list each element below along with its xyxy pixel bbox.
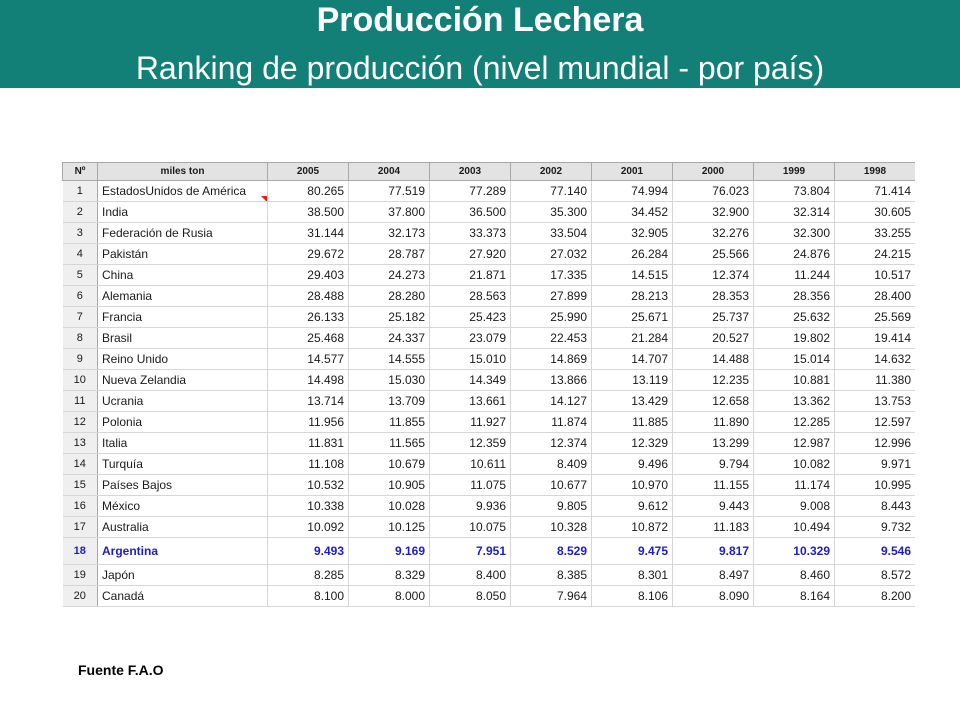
rank-cell[interactable]: 19	[63, 565, 98, 586]
value-cell[interactable]: 8.164	[754, 586, 835, 607]
country-name: Países Bajos	[102, 478, 173, 492]
value-cell[interactable]: 26.284	[592, 244, 673, 265]
country-cell[interactable]	[98, 517, 268, 538]
value-cell[interactable]: 11.380	[835, 370, 916, 391]
value-cell[interactable]: 13.753	[835, 391, 916, 412]
value-cell[interactable]: 11.244	[754, 265, 835, 286]
value-cell[interactable]: 11.155	[673, 475, 754, 496]
value-cell[interactable]: 9.794	[673, 454, 754, 475]
value-cell[interactable]: 14.127	[511, 391, 592, 412]
value-cell[interactable]: 28.213	[592, 286, 673, 307]
value-cell[interactable]: 11.183	[673, 517, 754, 538]
year-column-header[interactable]: 2004	[349, 163, 430, 181]
rank-cell[interactable]: 5	[63, 265, 98, 286]
year-column-header[interactable]: 2002	[511, 163, 592, 181]
value-cell[interactable]: 25.468	[268, 328, 349, 349]
value-cell[interactable]: 11.565	[349, 433, 430, 454]
value-cell[interactable]: 10.092	[268, 517, 349, 538]
table-row	[63, 370, 916, 391]
country-cell[interactable]	[98, 454, 268, 475]
value-cell[interactable]: 28.787	[349, 244, 430, 265]
value-cell[interactable]: 10.494	[754, 517, 835, 538]
value-cell[interactable]: 10.329	[754, 538, 835, 565]
value-cell[interactable]: 22.453	[511, 328, 592, 349]
rank-cell[interactable]: 11	[63, 391, 98, 412]
rank-cell[interactable]: 15	[63, 475, 98, 496]
value-cell[interactable]: 13.299	[673, 433, 754, 454]
value-cell[interactable]: 12.235	[673, 370, 754, 391]
value-cell[interactable]: 11.890	[673, 412, 754, 433]
value-cell[interactable]: 10.970	[592, 475, 673, 496]
value-cell[interactable]: 30.605	[835, 202, 916, 223]
value-cell[interactable]: 10.677	[511, 475, 592, 496]
value-cell[interactable]: 13.119	[592, 370, 673, 391]
value-cell[interactable]: 8.100	[268, 586, 349, 607]
value-cell[interactable]: 10.611	[430, 454, 511, 475]
title-banner	[0, 0, 960, 88]
table-row	[63, 475, 916, 496]
value-cell[interactable]: 10.679	[349, 454, 430, 475]
value-cell[interactable]: 28.356	[754, 286, 835, 307]
rank-cell[interactable]: 8	[63, 328, 98, 349]
rank-cell[interactable]: 12	[63, 412, 98, 433]
country-cell[interactable]	[98, 370, 268, 391]
value-cell[interactable]: 9.443	[673, 496, 754, 517]
rank-cell[interactable]: 2	[63, 202, 98, 223]
country-cell[interactable]	[98, 586, 268, 607]
value-cell[interactable]: 24.876	[754, 244, 835, 265]
value-cell[interactable]: 8.200	[835, 586, 916, 607]
value-cell[interactable]: 77.289	[430, 181, 511, 202]
value-cell[interactable]: 9.493	[268, 538, 349, 565]
country-cell[interactable]	[98, 538, 268, 565]
value-cell[interactable]: 71.414	[835, 181, 916, 202]
value-cell[interactable]: 11.927	[430, 412, 511, 433]
table-row	[63, 307, 916, 328]
table-row	[63, 202, 916, 223]
value-cell[interactable]: 25.569	[835, 307, 916, 328]
table-row	[63, 517, 916, 538]
value-cell[interactable]: 8.572	[835, 565, 916, 586]
value-cell[interactable]: 9.169	[349, 538, 430, 565]
year-column-header[interactable]: 1998	[835, 163, 916, 181]
value-cell[interactable]: 13.661	[430, 391, 511, 412]
country-cell[interactable]	[98, 265, 268, 286]
value-cell[interactable]: 11.174	[754, 475, 835, 496]
value-cell[interactable]: 27.899	[511, 286, 592, 307]
value-cell[interactable]: 17.335	[511, 265, 592, 286]
value-cell[interactable]: 12.285	[754, 412, 835, 433]
country-name: Alemania	[102, 289, 153, 303]
year-column-header[interactable]: 2005	[268, 163, 349, 181]
value-cell[interactable]: 34.452	[592, 202, 673, 223]
country-name: India	[102, 205, 129, 219]
value-cell[interactable]: 74.994	[592, 181, 673, 202]
country-name: Nueva Zelandia	[102, 373, 187, 387]
value-cell[interactable]: 14.498	[268, 370, 349, 391]
country-name: Federación de Rusia	[102, 226, 213, 240]
value-cell[interactable]: 9.612	[592, 496, 673, 517]
table-row	[63, 565, 916, 586]
value-cell[interactable]: 8.090	[673, 586, 754, 607]
value-cell[interactable]: 14.577	[268, 349, 349, 370]
country-name: Reino Unido	[102, 352, 169, 366]
value-cell[interactable]: 73.804	[754, 181, 835, 202]
table-row	[63, 181, 916, 202]
value-cell[interactable]: 10.028	[349, 496, 430, 517]
rank-cell[interactable]: 6	[63, 286, 98, 307]
value-cell[interactable]: 26.133	[268, 307, 349, 328]
rank-cell[interactable]: 9	[63, 349, 98, 370]
rank-cell[interactable]: 16	[63, 496, 98, 517]
value-cell[interactable]: 36.500	[430, 202, 511, 223]
rank-cell[interactable]: 3	[63, 223, 98, 244]
value-cell[interactable]: 28.563	[430, 286, 511, 307]
country-name: Pakistán	[102, 247, 149, 261]
value-cell[interactable]: 31.144	[268, 223, 349, 244]
value-cell[interactable]: 33.373	[430, 223, 511, 244]
value-cell[interactable]: 15.030	[349, 370, 430, 391]
table-row	[63, 349, 916, 370]
value-cell[interactable]: 9.475	[592, 538, 673, 565]
rank-cell[interactable]: 20	[63, 586, 98, 607]
value-cell[interactable]: 10.082	[754, 454, 835, 475]
value-cell[interactable]: 8.497	[673, 565, 754, 586]
value-cell[interactable]: 25.632	[754, 307, 835, 328]
value-cell[interactable]: 8.285	[268, 565, 349, 586]
table-row	[63, 223, 916, 244]
value-cell[interactable]: 12.597	[835, 412, 916, 433]
value-cell[interactable]: 23.079	[430, 328, 511, 349]
value-cell[interactable]: 10.328	[511, 517, 592, 538]
value-cell[interactable]: 10.075	[430, 517, 511, 538]
value-cell[interactable]: 13.866	[511, 370, 592, 391]
country-cell[interactable]	[98, 412, 268, 433]
value-cell[interactable]: 9.936	[430, 496, 511, 517]
value-cell[interactable]: 8.443	[835, 496, 916, 517]
value-cell[interactable]: 25.182	[349, 307, 430, 328]
value-cell[interactable]: 7.951	[430, 538, 511, 565]
value-cell[interactable]: 25.566	[673, 244, 754, 265]
table-row	[63, 286, 916, 307]
spreadsheet-table	[62, 162, 915, 614]
value-cell[interactable]: 10.872	[592, 517, 673, 538]
country-cell[interactable]	[98, 202, 268, 223]
year-column-header[interactable]: 2000	[673, 163, 754, 181]
value-cell[interactable]: 11.855	[349, 412, 430, 433]
value-cell[interactable]: 76.023	[673, 181, 754, 202]
country-cell[interactable]	[98, 433, 268, 454]
value-cell[interactable]: 9.805	[511, 496, 592, 517]
source-note: Fuente F.A.O	[78, 662, 164, 678]
table-row-highlighted	[63, 538, 916, 565]
value-cell[interactable]: 9.496	[592, 454, 673, 475]
value-cell[interactable]: 29.403	[268, 265, 349, 286]
value-cell[interactable]: 19.802	[754, 328, 835, 349]
value-cell[interactable]: 21.284	[592, 328, 673, 349]
value-cell[interactable]: 32.905	[592, 223, 673, 244]
value-cell[interactable]: 37.800	[349, 202, 430, 223]
value-cell[interactable]: 80.265	[268, 181, 349, 202]
value-cell[interactable]: 32.276	[673, 223, 754, 244]
value-cell[interactable]: 12.658	[673, 391, 754, 412]
country-cell[interactable]	[98, 391, 268, 412]
value-cell[interactable]: 10.125	[349, 517, 430, 538]
value-cell[interactable]: 9.008	[754, 496, 835, 517]
table-row	[63, 265, 916, 286]
value-cell[interactable]: 33.255	[835, 223, 916, 244]
value-cell[interactable]: 12.329	[592, 433, 673, 454]
country-cell[interactable]	[98, 565, 268, 586]
value-cell[interactable]: 11.956	[268, 412, 349, 433]
value-cell[interactable]: 32.314	[754, 202, 835, 223]
value-cell[interactable]: 25.423	[430, 307, 511, 328]
value-cell[interactable]: 8.460	[754, 565, 835, 586]
value-cell[interactable]: 14.515	[592, 265, 673, 286]
value-cell[interactable]: 33.504	[511, 223, 592, 244]
value-cell[interactable]: 10.881	[754, 370, 835, 391]
value-cell[interactable]: 29.672	[268, 244, 349, 265]
rank-cell[interactable]: 1	[63, 181, 98, 202]
table-header-row	[63, 163, 916, 181]
country-name: México	[102, 499, 141, 513]
value-cell[interactable]: 13.429	[592, 391, 673, 412]
table-row	[63, 412, 916, 433]
value-cell[interactable]: 12.374	[511, 433, 592, 454]
value-cell[interactable]: 12.374	[673, 265, 754, 286]
value-cell[interactable]: 27.920	[430, 244, 511, 265]
value-cell[interactable]: 11.874	[511, 412, 592, 433]
value-cell[interactable]: 32.173	[349, 223, 430, 244]
value-cell[interactable]: 28.488	[268, 286, 349, 307]
value-cell[interactable]: 21.871	[430, 265, 511, 286]
value-cell[interactable]: 14.555	[349, 349, 430, 370]
country-name: Francia	[102, 310, 143, 324]
value-cell[interactable]: 14.869	[511, 349, 592, 370]
value-cell[interactable]: 14.707	[592, 349, 673, 370]
value-cell[interactable]: 8.329	[349, 565, 430, 586]
country-name: Canadá	[102, 589, 145, 603]
value-cell[interactable]: 8.106	[592, 586, 673, 607]
value-cell[interactable]: 77.519	[349, 181, 430, 202]
value-cell[interactable]: 13.714	[268, 391, 349, 412]
rank-cell[interactable]: 14	[63, 454, 98, 475]
production-ranking-table	[62, 162, 915, 607]
value-cell[interactable]: 9.817	[673, 538, 754, 565]
value-cell[interactable]: 8.301	[592, 565, 673, 586]
country-cell[interactable]	[98, 328, 268, 349]
table-row	[63, 433, 916, 454]
value-cell[interactable]: 27.032	[511, 244, 592, 265]
country-name: Turquía	[102, 457, 143, 471]
rank-cell[interactable]: 10	[63, 370, 98, 391]
country-name: Argentina	[102, 544, 159, 558]
value-cell[interactable]: 20.527	[673, 328, 754, 349]
country-name: China	[102, 268, 134, 282]
country-name: EstadosUnidos de América	[102, 184, 247, 198]
rank-cell[interactable]: 4	[63, 244, 98, 265]
value-cell[interactable]: 12.996	[835, 433, 916, 454]
value-cell[interactable]: 24.337	[349, 328, 430, 349]
value-cell[interactable]: 15.010	[430, 349, 511, 370]
year-column-header[interactable]: 2003	[430, 163, 511, 181]
value-cell[interactable]: 25.671	[592, 307, 673, 328]
value-cell[interactable]: 24.215	[835, 244, 916, 265]
value-cell[interactable]: 8.400	[430, 565, 511, 586]
value-cell[interactable]: 11.075	[430, 475, 511, 496]
value-cell[interactable]: 14.632	[835, 349, 916, 370]
value-cell[interactable]: 28.400	[835, 286, 916, 307]
country-cell[interactable]	[98, 181, 268, 202]
value-cell[interactable]: 32.900	[673, 202, 754, 223]
value-cell[interactable]: 8.000	[349, 586, 430, 607]
value-cell[interactable]: 8.385	[511, 565, 592, 586]
value-cell[interactable]: 19.414	[835, 328, 916, 349]
value-cell[interactable]: 32.300	[754, 223, 835, 244]
value-cell[interactable]: 8.050	[430, 586, 511, 607]
country-cell[interactable]	[98, 349, 268, 370]
rank-cell[interactable]: 7	[63, 307, 98, 328]
value-cell[interactable]: 14.488	[673, 349, 754, 370]
value-cell[interactable]: 9.546	[835, 538, 916, 565]
table-row	[63, 391, 916, 412]
value-cell[interactable]: 12.987	[754, 433, 835, 454]
country-cell[interactable]	[98, 223, 268, 244]
value-cell[interactable]: 8.409	[511, 454, 592, 475]
country-name: Brasil	[102, 331, 133, 345]
value-cell[interactable]: 38.500	[268, 202, 349, 223]
value-cell[interactable]: 25.737	[673, 307, 754, 328]
country-name: Italia	[102, 436, 128, 450]
page-subtitle: Ranking de producción (nivel mundial - por país)	[135, 50, 825, 86]
value-cell[interactable]: 15.014	[754, 349, 835, 370]
country-name: Australia	[102, 520, 149, 534]
country-name: Ucrania	[102, 394, 144, 408]
value-cell[interactable]: 10.338	[268, 496, 349, 517]
value-cell[interactable]: 10.532	[268, 475, 349, 496]
country-column-header[interactable]: miles ton	[98, 163, 268, 181]
value-cell[interactable]: 25.990	[511, 307, 592, 328]
country-name: Japón	[102, 568, 135, 582]
value-cell[interactable]: 28.353	[673, 286, 754, 307]
value-cell[interactable]: 24.273	[349, 265, 430, 286]
table-row	[63, 496, 916, 517]
country-cell[interactable]	[98, 286, 268, 307]
country-name: Polonia	[102, 415, 143, 429]
rank-cell[interactable]: 17	[63, 517, 98, 538]
value-cell[interactable]: 7.964	[511, 586, 592, 607]
value-cell[interactable]: 13.362	[754, 391, 835, 412]
country-cell[interactable]	[98, 475, 268, 496]
value-cell[interactable]: 12.359	[430, 433, 511, 454]
value-cell[interactable]: 13.709	[349, 391, 430, 412]
table-row	[63, 328, 916, 349]
value-cell[interactable]: 28.280	[349, 286, 430, 307]
value-cell[interactable]: 10.517	[835, 265, 916, 286]
page-title: Producción Lechera	[316, 1, 644, 39]
value-cell[interactable]: 11.885	[592, 412, 673, 433]
country-cell[interactable]	[98, 307, 268, 328]
value-cell[interactable]: 11.831	[268, 433, 349, 454]
value-cell[interactable]: 8.529	[511, 538, 592, 565]
value-cell[interactable]: 14.349	[430, 370, 511, 391]
country-cell[interactable]	[98, 244, 268, 265]
table-row	[63, 244, 916, 265]
value-cell[interactable]: 9.732	[835, 517, 916, 538]
table-row	[63, 454, 916, 475]
table-row	[63, 586, 916, 607]
rank-cell[interactable]: 18	[63, 538, 98, 565]
country-cell[interactable]	[98, 496, 268, 517]
year-column-header[interactable]: 1999	[754, 163, 835, 181]
rank-cell[interactable]: 13	[63, 433, 98, 454]
value-cell[interactable]: 10.905	[349, 475, 430, 496]
year-column-header[interactable]: 2001	[592, 163, 673, 181]
value-cell[interactable]: 77.140	[511, 181, 592, 202]
value-cell[interactable]: 11.108	[268, 454, 349, 475]
value-cell[interactable]: 10.995	[835, 475, 916, 496]
rank-column-header[interactable]: Nº	[63, 163, 98, 181]
value-cell[interactable]: 35.300	[511, 202, 592, 223]
value-cell[interactable]: 9.971	[835, 454, 916, 475]
